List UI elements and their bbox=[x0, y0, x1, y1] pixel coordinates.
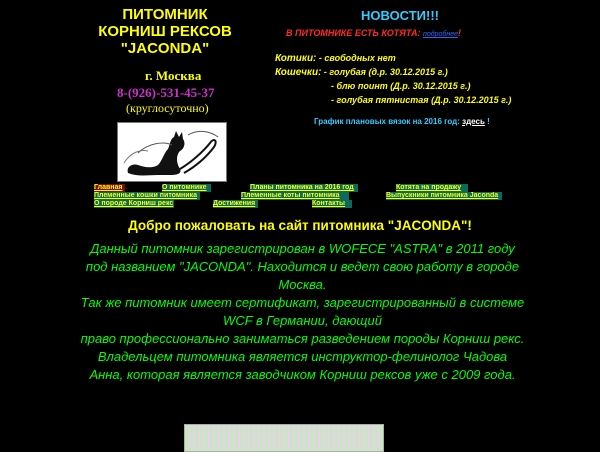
nav-contacts[interactable]: Контакты bbox=[312, 200, 352, 208]
intro-paragraph-4: Владельцем питомника является инструктор-фелинолог Чадова Анна, которая является заводчиком Корниш рексов уже с 2009 года. bbox=[89, 349, 516, 382]
kittens-details-link[interactable]: подробнее bbox=[423, 31, 458, 38]
kittens-end: ! bbox=[458, 28, 461, 38]
intro-text bbox=[80, 240, 525, 384]
boys-label: Котики: bbox=[275, 53, 317, 64]
kittens-available-notice bbox=[286, 28, 461, 38]
nav-about[interactable]: О питомнике bbox=[162, 184, 211, 192]
mating-plan-notice bbox=[314, 117, 490, 126]
kennel-title bbox=[70, 6, 260, 57]
nav-home[interactable]: Главная bbox=[94, 184, 125, 192]
title-line-1: ПИТОМНИК bbox=[122, 6, 208, 23]
cat-silhouette-icon bbox=[118, 123, 226, 181]
plan-text: График плановых вязок на 2016 год: bbox=[314, 117, 460, 126]
nav-breed-males[interactable]: Племенные коты питомника bbox=[241, 192, 349, 200]
nav-about-breed[interactable]: О породе Корниш рекс bbox=[94, 200, 174, 207]
plan-link[interactable]: здесь bbox=[462, 117, 485, 126]
city-label: г. Москва bbox=[145, 68, 202, 83]
nav-plans[interactable]: Планы питомника на 2016 год bbox=[250, 184, 358, 192]
girls-label: Кошечки: bbox=[275, 67, 322, 78]
welcome-heading: Добро пожаловать на сайт питомника "JACONDA"! bbox=[128, 218, 472, 233]
boys-status bbox=[275, 53, 396, 64]
girl-3-status: - голубая пятнистая (Д.р. 30.12.2015 г.) bbox=[331, 95, 512, 105]
intro-paragraph-2: Так же питомник имеет сертификат, зарегистрированный в системе WCF в Германии, дающий bbox=[80, 295, 525, 328]
hours-label: (круглосуточно) bbox=[126, 101, 209, 115]
girl-1-value: - голубая (д.р. 30.12.2015 г.) bbox=[321, 67, 448, 77]
title-line-2: КОРНИШ РЕКСОВ bbox=[98, 23, 232, 40]
boys-value: - свободных нет bbox=[316, 53, 396, 63]
nav-graduates[interactable]: Выпускники питомника Jaconda bbox=[386, 192, 502, 200]
kittens-text: В ПИТОМНИКЕ ЕСТЬ КОТЯТА: bbox=[286, 28, 421, 38]
news-heading: НОВОСТИ!!! bbox=[361, 8, 440, 23]
intro-paragraph-3: право профессионально заниматься разведением породы Корниш рекс. bbox=[80, 331, 525, 346]
plan-end: ! bbox=[487, 117, 490, 126]
nav-achievements[interactable]: Достижения bbox=[213, 200, 258, 208]
intro-paragraph-1: Данный питомник зарегистрирован в WOFECE "ASTRA" в 2011 году под названием "JACONDA". Находится и ведет свою работу в городе Москва. bbox=[85, 241, 520, 292]
certificate-image bbox=[184, 424, 384, 452]
girl-2-status: - блю поинт (Д.р. 30.12.2015 г.) bbox=[331, 81, 471, 91]
title-line-3: "JACONDA" bbox=[120, 40, 210, 57]
nav-breed-cats[interactable]: Племенные кошки питомника bbox=[94, 192, 200, 200]
phone-number: 8-(926)-531-45-37 bbox=[117, 85, 215, 100]
cat-logo-image bbox=[117, 122, 227, 182]
nav-kittens-sale[interactable]: Котята на продажу bbox=[396, 184, 468, 192]
girl-1-status bbox=[275, 67, 448, 78]
